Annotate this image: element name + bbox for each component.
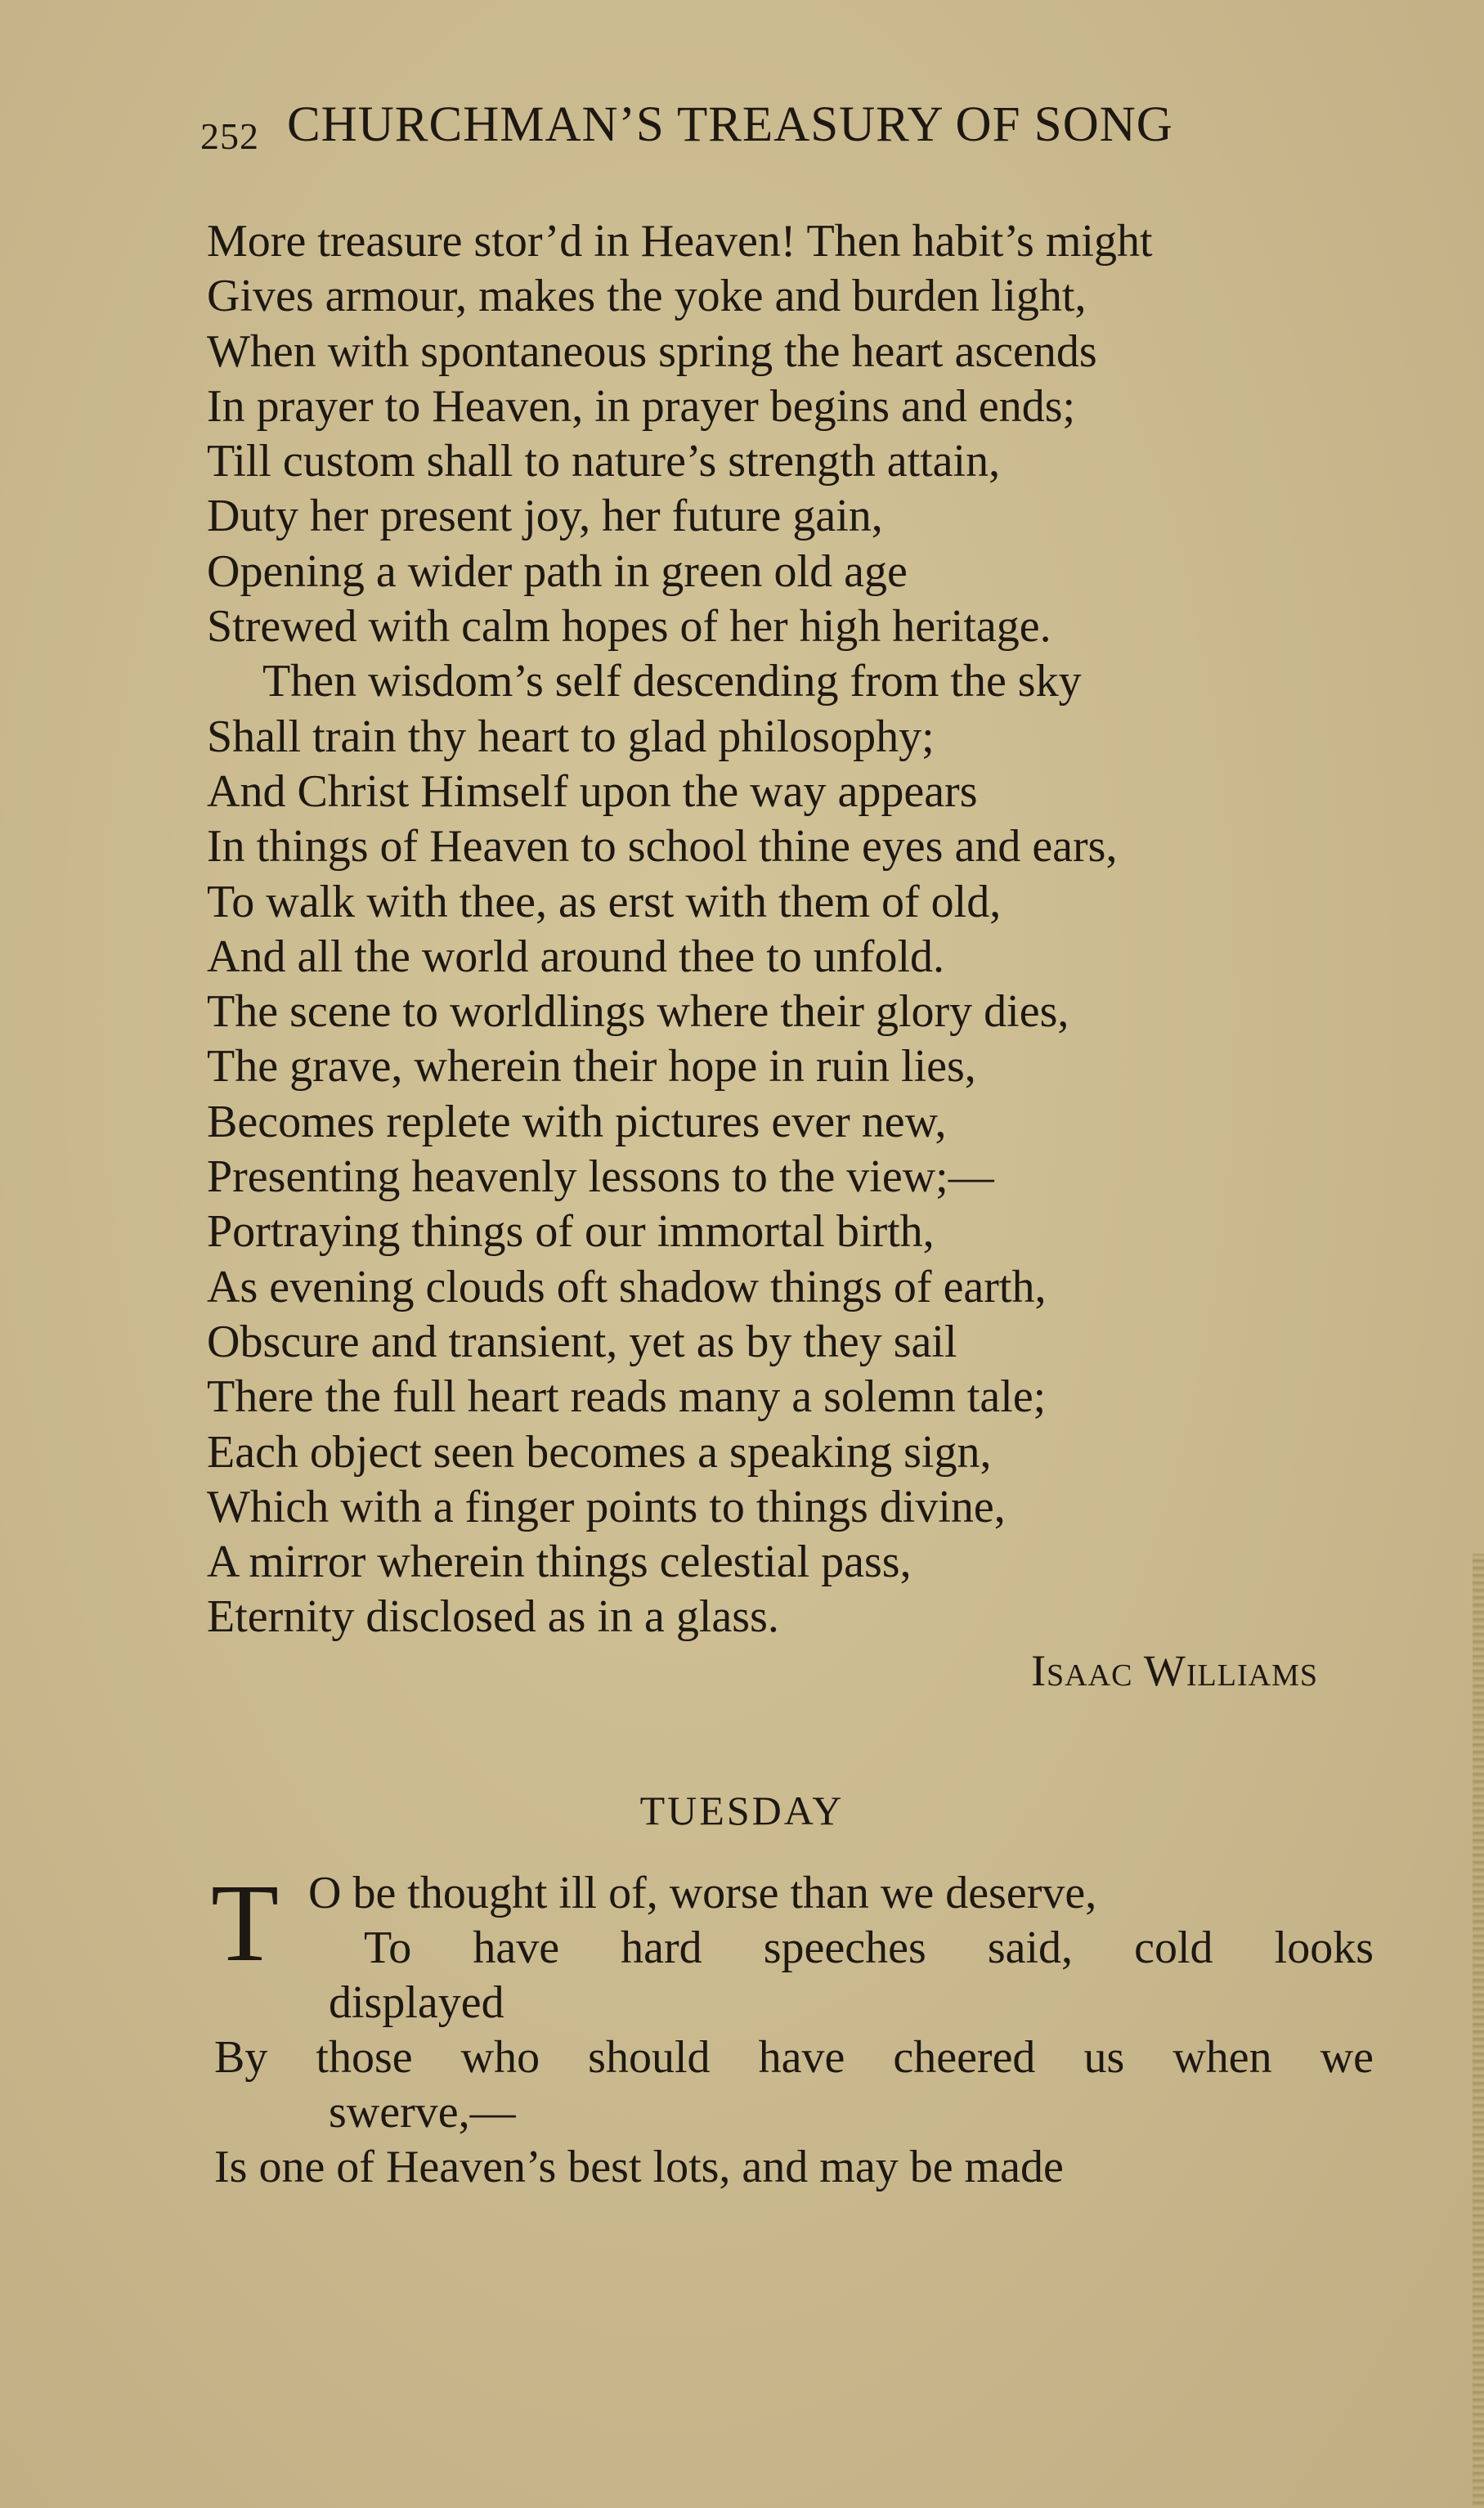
poem-line: Strewed with calm hopes of her high heritage. [207, 601, 1051, 653]
poem-line: Then wisdom’s self descending from the sky [262, 656, 1082, 707]
poem-line: Shall train thy heart to glad philosophy; [207, 711, 935, 762]
page-number: 252 [200, 115, 259, 157]
poem-line: The grave, wherein their hope in ruin lies, [207, 1041, 976, 1092]
drop-cap: T [211, 1862, 280, 1985]
poem-line: Is one of Heaven’s best lots, and may be made [214, 2142, 1064, 2192]
poem-line: And Christ Himself upon the way appears [207, 765, 978, 817]
poem-line: Eternity disclosed as in a glass. [207, 1591, 779, 1643]
tuesday-poem [211, 1862, 1375, 2195]
poem-line: Becomes replete with pictures ever new, [207, 1096, 947, 1147]
running-title: CHURCHMAN’S TREASURY OF SONG [287, 97, 1173, 152]
poem-line: A mirror wherein things celestial pass, [207, 1537, 912, 1588]
poem-line-continuation: swerve,— [329, 2087, 516, 2138]
poem-text [207, 214, 1392, 1645]
poem-line: Opening a wider path in green old age [207, 545, 908, 597]
running-header [200, 96, 1361, 162]
poem-line: Each object seen becomes a speaking sign, [207, 1426, 992, 1478]
page-edge [1473, 1554, 1484, 2508]
poem-line: The scene to worldlings where their glory dies, [207, 986, 1069, 1038]
poem-line: Portraying things of our immortal birth, [207, 1206, 935, 1258]
poem-line: Gives armour, makes the yoke and burden light, [207, 271, 1087, 322]
poem-line: Obscure and transient, yet as by they sail [207, 1316, 957, 1367]
poem-author: Isaac Williams [1031, 1646, 1318, 1695]
poem-line: Which with a finger points to things divine, [207, 1481, 1006, 1532]
poem-line: Till custom shall to nature’s strength attain, [207, 436, 1001, 487]
poem-line: Presenting heavenly lessons to the view;— [207, 1151, 994, 1203]
poem-line: To walk with thee, as erst with them of old, [207, 876, 1002, 927]
poem-line: In things of Heaven to school thine eyes and ears, [207, 821, 1118, 873]
poem-line: When with spontaneous spring the heart ascends [207, 325, 1097, 377]
poem-line: There the full heart reads many a solemn tale; [207, 1371, 1047, 1423]
poem-line: Duty her present joy, her future gain, [207, 491, 883, 542]
poem-line-continuation: displayed [329, 1977, 504, 2028]
section-title: TUESDAY [639, 1788, 845, 1833]
poem-line: More treasure stor’d in Heaven! Then habit’s might [207, 216, 1153, 267]
poem-line: To have hard speeches said, cold looks [364, 1923, 1374, 1973]
poem-line: By those who should have cheered us when we [214, 2032, 1374, 2083]
poem-line: And all the world around thee to unfold. [207, 931, 945, 982]
poem-line: As evening clouds oft shadow things of earth, [207, 1261, 1047, 1312]
poem-line: O be thought ill of, worse than we deserve, [308, 1868, 1097, 1918]
poem-line: In prayer to Heaven, in prayer begins and ends; [207, 380, 1076, 432]
